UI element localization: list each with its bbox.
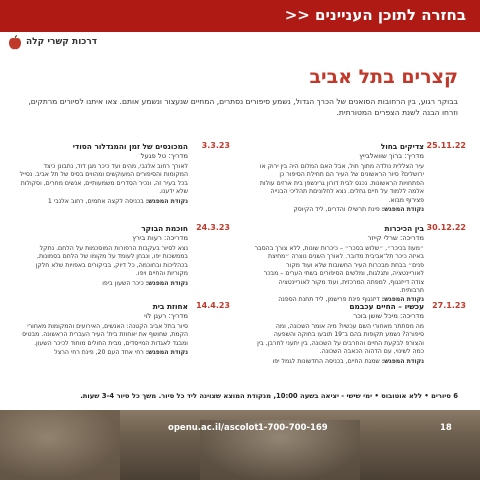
event-guide: מדריך: רעגן לוי (144, 312, 188, 320)
event-item (18, 142, 230, 206)
event-name: המכונסים של זמן והמגדלור הסודי (72, 142, 188, 151)
meeting-place: דיזנגוף פינת פרישמן, ליד תחנת הספנה (278, 296, 380, 304)
page-number: 18 (440, 423, 452, 433)
event-name: חוכמת הבוקר (141, 224, 188, 233)
header-line (0, 32, 480, 54)
tour-summary-note: 6 סיורים • ללא אוטובוס • ימי שישי - יציאה בשעה 10:00, מנקודת המוצא שצוינה ליד כל סיור. משך כל סיור 3-4 שעות. (80, 392, 458, 400)
event-date: 14.4.23 (196, 301, 230, 310)
event-meeting-point (254, 206, 424, 214)
top-banner (0, 0, 480, 32)
event-name: בין הכיכרות (384, 224, 424, 233)
meeting-label: נקודת המפגש: (381, 206, 424, 214)
meeting-label: נקודת המפגש: (145, 197, 188, 205)
website-link[interactable]: openu.ac.il/ascolot (168, 423, 259, 433)
event-date: 30.12.22 (426, 223, 466, 232)
page-title: קצרים בתל אביב (309, 66, 458, 88)
event-name: עכשיו – החיים עכבמם (349, 302, 424, 311)
meeting-place: שמגת החיים, בכניסה החדשונות לגמל יפו (272, 357, 380, 365)
event-description: לאורך רחוב אלנבי, מהים ועד כיכר מגן דוד, נתבונן כיצד המקומות והסיפורים המעוקשים ומהווים בסיס של תל אביב. נסייל בכל בעיר זה, ונכיר הסדרים משמעותיים, אנשים מחרים, וסקולות שלא ידענו. (19, 163, 188, 196)
event-name: אחוזת בית (152, 302, 188, 311)
event-meeting-point (18, 349, 188, 357)
event-date: 3.3.23 (201, 141, 230, 150)
section-subtitle: דרכות קשרי קלה (26, 37, 98, 47)
meeting-label: נקודת המפגש: (145, 279, 188, 287)
footer-bar (0, 420, 480, 438)
event-item (18, 224, 230, 288)
event-item (18, 302, 230, 358)
event-meeting-point (254, 358, 424, 366)
meeting-place: רחי אחד העם 20, פינת רחי הרצל (54, 349, 144, 357)
event-date: 24.3.23 (196, 223, 230, 232)
event-meeting-point (18, 198, 188, 206)
phone-number: 1-700-700-169 (258, 423, 328, 433)
intro-text: בבוקר רגוע, בין הרחובות הסואנים של הכרך הגדול, נשמע סיפורים נסתרים, המחיים שנעצור ונשמע אותם. צאו איתנו לסיורים מרתקים, וזרחו הבנה לשנת הצפרים המטורתית. (28, 97, 458, 117)
events-grid (14, 142, 466, 382)
meeting-label: נקודת המפגש: (145, 349, 188, 357)
event-description: עיר הצללית נולדה מתוך חול, אבל האם המלום היה בין ירוק או ירושלים? סיור הראשונים של העיר הם תחילת הסיפור כן הפתחויות הראשונות. נכנס לבית דורון גרינשפן בית ארזים עולות אלמה ללמוד על חיים גחלים. נצא לחלוניםת תהליכי הבנייה פצירוף מבוא. (259, 163, 424, 204)
event-meeting-point (18, 280, 188, 288)
event-name: צדיקים בחול (380, 142, 424, 151)
apple-icon (8, 35, 22, 51)
event-guide: מדריכה: רעות בירץ (132, 234, 188, 242)
event-guide: מדריך: ברוך שוואלבייץ (359, 152, 424, 160)
event-item (254, 142, 466, 214)
event-date: 27.1.23 (432, 301, 466, 310)
meeting-place: כיכר השעון ביפו (102, 279, 144, 287)
meeting-label: נקודת המפגש: (381, 357, 424, 365)
event-description: סיור בתל אביב הקטנה: האנשים, האירועים והמקומות מאחורי הקמת, שחושף את יאחוזת בית' העיר העברית הראשונה. מבטיס ומבגד לאגדות המייסדים, מבית החולים מוחוד לכיכר השעון. (22, 323, 188, 347)
meeting-label: נקודת המפגש: (381, 296, 424, 304)
event-description: נצא לסיור בעקבות הרפורות המוסכמות על הלחם. נתקל בממשכות יפו, ונבחן לעומד על מקומו של הלחם בסמונות, בכהליכות ובחוכמה, כל דיוק, בביקורים באפויות שלא חלקן מקוריות והחיים ויפו. (35, 245, 188, 278)
event-guide: מדריכה: שרלי קייזר (367, 234, 424, 242)
event-item (254, 224, 466, 305)
back-to-toc-link[interactable]: בחזרה לתוכן העניינים << (284, 6, 466, 24)
event-date: 25.11.22 (426, 141, 466, 150)
meeting-place: בכניסה לקצה אחמים, רחוב אלנבי 1 (47, 197, 144, 205)
event-description: ״מעוז בכיכר״, ״שלוש בסכר״ – כיכרות שונות, ללא צורך בהסבר באיזה כיכר תל־אביבית מדובר. לאורך השנים נוצרה ״מחיצת פנים״ בבחת מבכרות העיר החשובות שלא ועוד מקור לאוריינטציה, ותגלגות, ומלשים הסיפורים בשתי הערים – מבכר צודה דייזנגוף, למפתה המרכזית, ועוד מקור לאוריינטציה תרבותית. (254, 245, 424, 295)
meeting-place: פינת תרשילו והדרים, ליד הקיוסק (293, 206, 380, 214)
event-guide: מדריך: טל פגעל (140, 152, 188, 160)
event-item (254, 302, 466, 366)
event-description: מה מסתתר מאחורי השם עכשיו? מיה אומר השכונה, ומה סיפורה? נשמע תקופות בהם ב־19 תובעו בחוקה והשפעה והצורפ לבקעת החיים והחרבים על השכונה, בין יתעני לחרבן, בין כמה לשינוי, עם הדהוה הכאבה השכונה. (257, 323, 424, 356)
event-guide: מדריכה: מיכל שושן בוכר (353, 312, 424, 320)
